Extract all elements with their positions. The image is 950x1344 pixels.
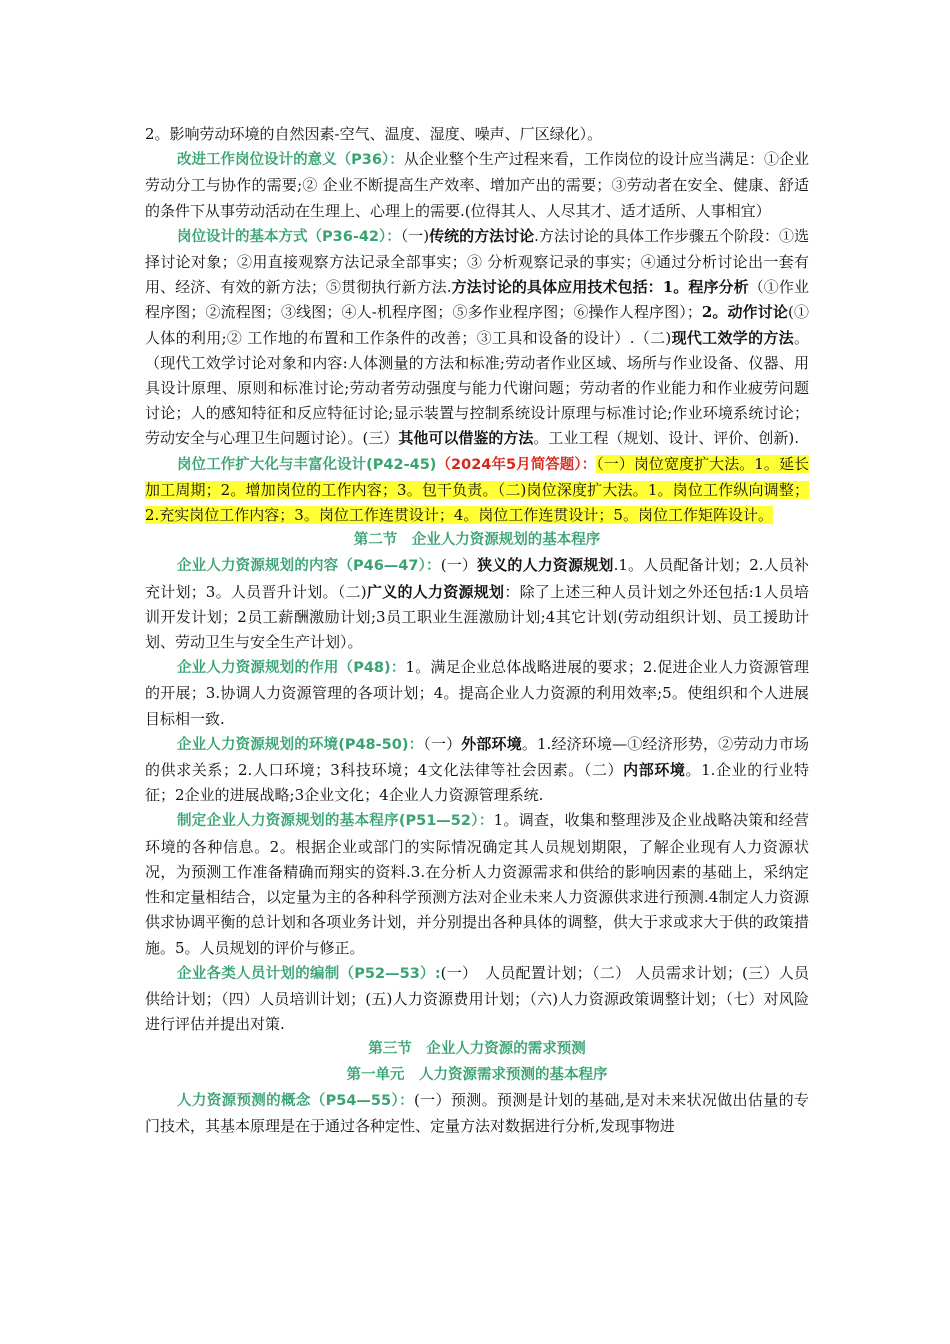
heading-hr-planning-content: 企业人力资源规划的内容（P46—47）： [177,558,441,575]
heading-hr-planning-procedure: 制定企业人力资源规划的基本程序(P51—52）： [177,813,494,830]
heading-job-design-methods: 岗位设计的基本方式（P36-42）： [177,228,401,245]
highlighted-text: （一）岗位宽度扩大法。1。延长加工周期；2。增加岗位的工作内容；3。包干负责。（二)岗位深度扩大法。1。岗位工作纵向调整；2.充实岗位工作内容；3。岗位工作连贯设计；4。岗位工作连贯设计；5。岗位工作矩阵设计。 [145,454,809,525]
paragraph-job-design-meaning: 改进工作岗位设计的意义（P36）：从企业整个生产过程来看，工作岗位的设计应当满足：①企业劳动分工与协作的需要;② 企业不断提高生产效率、增加产出的需要；③劳动者在安全、健康、舒适的条件下从事劳动活动在生理上、心理上的需要.(位得其人、人尽其才、适才适所、人事相宜） [145,150,809,220]
paragraph-job-enlargement [145,452,809,529]
unit-heading-1: 第一单元 人力资源需求预测的基本程序 [346,1066,608,1083]
document-page [145,122,809,1139]
paragraph-hr-planning-environment: 企业人力资源规划的环境(P48-50)：（一）外部环境。1.经济环境—①经济形势，②劳动力市场的供求关系；2.人口环境；3科技环境；4文化法律等社会因素。（二）内部环境。1.企业的行业特征；2企业的进展战略;3企业文化；4企业人力资源管理系统. [145,734,810,805]
heading-job-enlargement: 岗位工作扩大化与丰富化设计(P42-45) [177,456,437,473]
paragraph-staff-plans: 企业各类人员计划的编制（P52—53）:(一） 人员配置计划；（二） 人员需求计划；(三）人员供给计划；（四）人员培训计划；(五)人力资源费用计划；（六)人力资源政策调整计划；（七）对风险进行评估并提出对策. [145,963,809,1034]
heading-staff-plans: 企业各类人员计划的编制（P52—53）: [177,965,441,982]
heading-job-design-meaning: 改进工作岗位设计的意义（P36）： [177,152,404,169]
paragraph-hr-planning-procedure: 制定企业人力资源规划的基本程序(P51—52）：1。调查，收集和整理涉及企业战略决策和经营环境的各种信息。2。根据企业或部门的实际情况确定其人员规划期限，了解企业现有人力资源状况，为预测工作准备精确而翔实的资料.3.在分析人力资源需求和供给的影响因素的基础上，采纳定性和定量相结合，以定量为主的各种科学预测方法对企业未来人力资源供求进行预测.4制定人力资源供求协调平衡的总计划和各项业务计划，并分别提出各种具体的调整，供大于求或求大于供的政策措施。5。人员规划的评价与修正。 [145,811,810,957]
paragraph-job-design-methods: 岗位设计的基本方式（P36-42）：（一)传统的方法讨论.方法讨论的具体工作步骤五个阶段：①选择讨论对象；②用直接观察方法记录全部事实；③ 分析观察记录的事实；④通过分析讨论出一套有用、经济、有效的新方法；⑤贯彻执行新方法.方法讨论的具体应用技术包括：1。程序分析（①作业程序图；②流程图；③线图；④人-机程序图；⑤多作业程序图；⑥操作人程序图）；2。动作讨论(① 人体的利用;② 工作地的布置和工作条件的改善；③工具和设备的设计）.（二)现代工效学的方法。（现代工效学讨论对象和内容:人体测量的方法和标准;劳动者作业区域、场所与作业设备、仪器、用具设计原理、原则和标准讨论;劳动者劳动强度与能力代谢问题；劳动者的作业能力和作业疲劳问题讨论；人的感知特征和反应特征讨论;显示装置与控制系统设计原理与标准讨论;作业环境系统讨论；劳动安全与心理卫生问题讨论）。(三）其他可以借鉴的方法。工业工程（规划、设计、评价、创新). [145,226,809,448]
heading-hr-planning-environment: 企业人力资源规划的环境(P48-50)： [177,736,424,753]
heading-hr-forecast-concept: 人力资源预测的概念（P54—55）： [177,1092,414,1109]
paragraph-hr-planning-role: 企业人力资源规划的作用（P48)：1。满足企业总体战略进展的要求；2.促进企业人力资源管理的开展；3.协调人力资源管理的各项计划；4。提高企业人力资源的利用效率;5。使组织和个人进展目标相一致. [145,658,810,728]
paragraph-env-factors: 2。影响劳动环境的自然因素-空气、温度、湿度、噪声、厂区绿化）。 [145,125,603,143]
exam-note: （2024年5月简答题）： [436,456,597,473]
paragraph-hr-planning-content: 企业人力资源规划的内容（P46—47）：(一）狭义的人力资源规划.1。人员配备计划；2.人员补充计划；3。人员晋升计划。（二)广义的人力资源规划：除了上述三种人员计划之外还包括:1人员培训开发计划；2员工薪酬激励计划;3员工职业生涯激励计划;4其它计划(劳动组织计划、员工援助计划、劳动卫生与安全生产计划）。 [145,556,810,652]
section-heading-3: 第三节 企业人力资源的需求预测 [368,1041,586,1058]
paragraph-hr-forecast-concept: 人力资源预测的概念（P54—55）：(一）预测。预测是计划的基础,是对未来状况做出估量的专门技术，其基本原理是在于通过各种定性、定量方法对数据进行分析,发现事物进 [145,1090,810,1135]
heading-hr-planning-role: 企业人力资源规划的作用（P48)： [177,660,406,677]
section-heading-2: 第二节 企业人力资源规划的基本程序 [353,532,601,549]
